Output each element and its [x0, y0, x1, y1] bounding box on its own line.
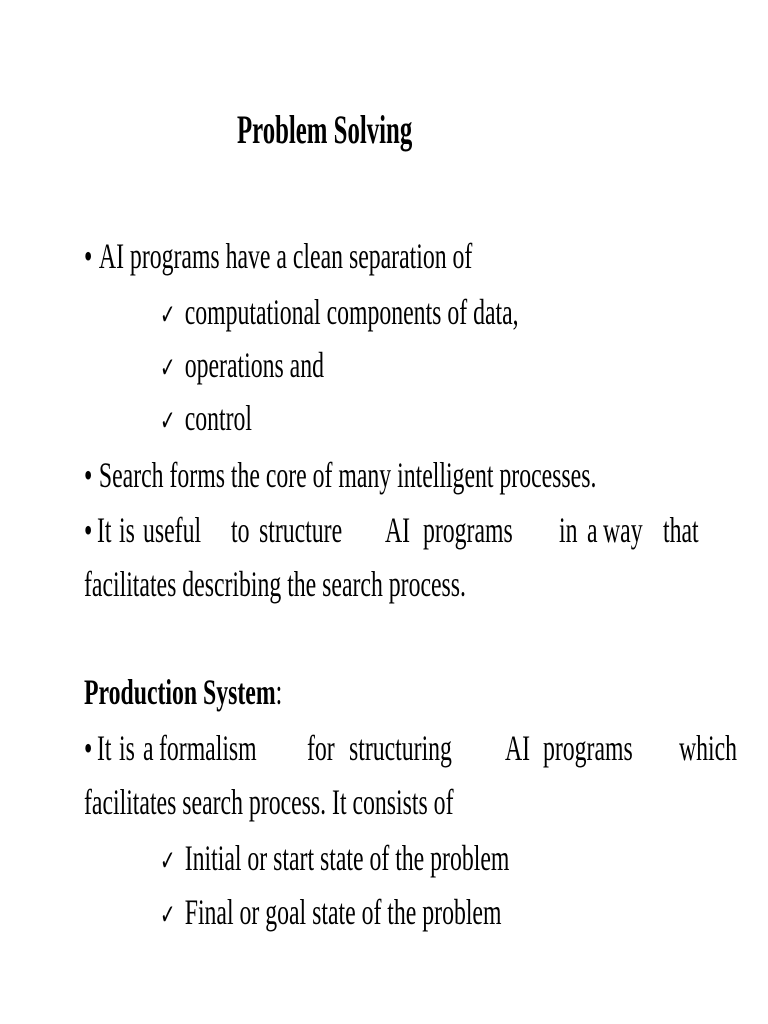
word: structure [258, 510, 342, 550]
bullet-icon: • [84, 728, 93, 768]
bullet-item-structure-line2: facilitates describing the search process. [84, 564, 466, 604]
bullet-icon: • [84, 510, 93, 550]
word: to [230, 510, 250, 550]
bullet-text: AI programs have a clean separation of [98, 236, 473, 276]
check-item-components [160, 292, 519, 335]
word: for [306, 728, 335, 768]
check-text: Final or goal state of the problem [184, 892, 502, 932]
section-heading [84, 672, 282, 712]
word: It [96, 728, 112, 768]
checkmark-icon: ✓ [160, 351, 176, 384]
word: programs [422, 510, 513, 550]
bullet-item-search [84, 455, 596, 495]
bullet-icon: • [84, 455, 93, 495]
word: is [118, 728, 135, 768]
bullet-item-formalism-line2: facilitates search process. It consists of [84, 782, 454, 822]
word: structuring [348, 728, 452, 768]
checkmark-icon: ✓ [160, 844, 176, 877]
check-item-operations [160, 345, 324, 388]
section-heading-colon: : [275, 672, 283, 712]
checkmark-icon: ✓ [160, 298, 176, 331]
section-heading-text: Production System [84, 672, 276, 712]
bullet-item-formalism-line1 [84, 728, 737, 768]
check-text: operations and [184, 345, 324, 385]
word: a [586, 510, 598, 550]
word: which [678, 728, 737, 768]
word: a [142, 728, 154, 768]
word: AI [384, 510, 410, 550]
bullet-item-structure-line1 [84, 510, 699, 550]
check-item-initial-state [160, 838, 509, 881]
check-item-control [160, 398, 252, 441]
check-text: Initial or start state of the problem [184, 838, 510, 878]
bullet-icon: • [84, 236, 93, 276]
check-item-final-state [160, 892, 501, 935]
word: is [118, 510, 135, 550]
word: useful [142, 510, 201, 550]
word: programs [542, 728, 633, 768]
checkmark-icon: ✓ [160, 898, 176, 931]
check-text: control [184, 398, 253, 438]
checkmark-icon: ✓ [160, 404, 176, 437]
page-title: Problem Solving [237, 107, 413, 152]
bullet-item-separation [84, 236, 472, 276]
check-text: computational components of data, [184, 292, 519, 332]
word: AI [504, 728, 530, 768]
word: It [96, 510, 112, 550]
word: way [602, 510, 643, 550]
word: in [558, 510, 578, 550]
word: that [662, 510, 699, 550]
word: formalism [158, 728, 257, 768]
bullet-text: Search forms the core of many intelligent processes. [98, 455, 597, 495]
